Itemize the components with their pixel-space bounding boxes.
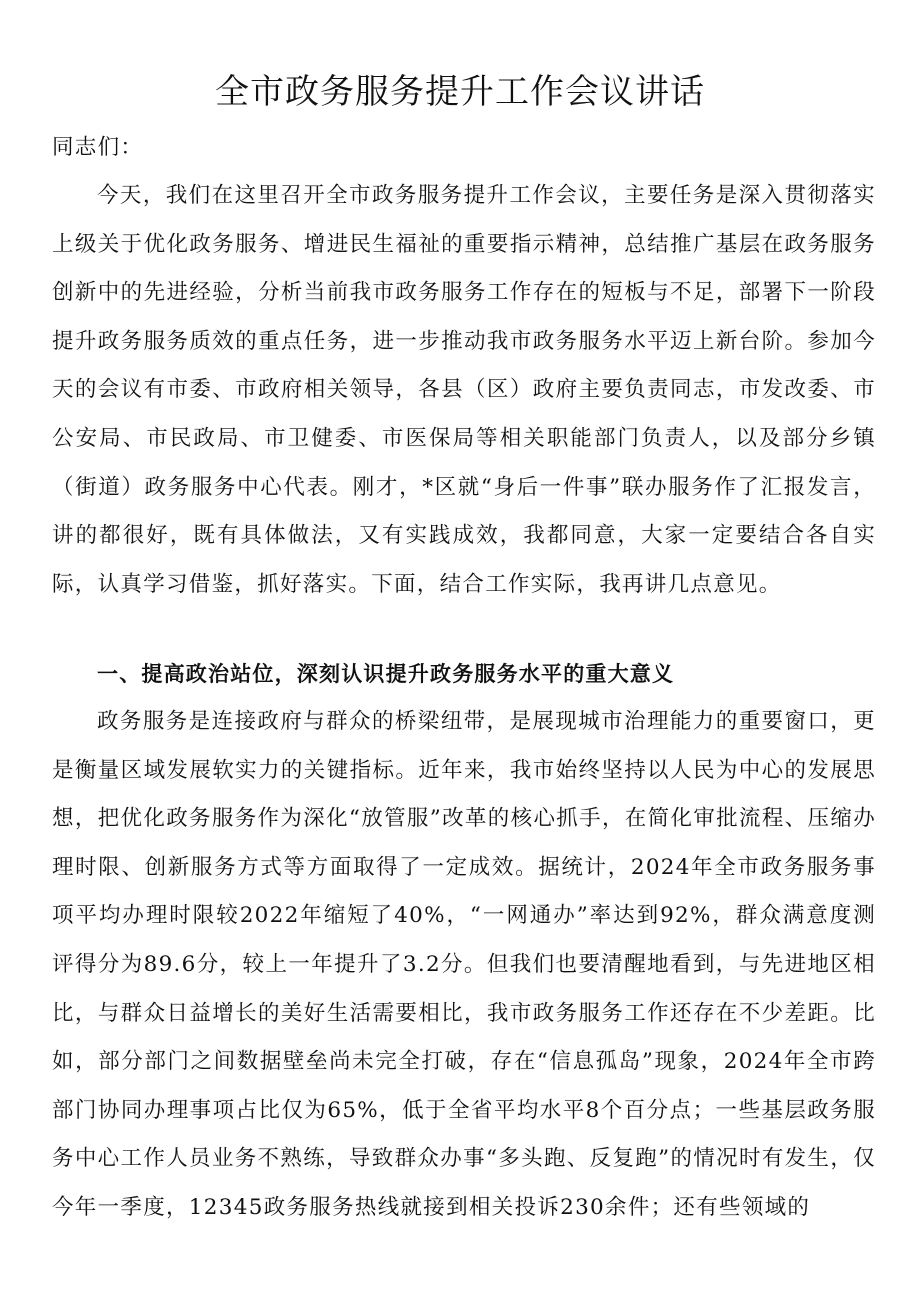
section-1-paragraph: 政务服务是连接政府与群众的桥梁纽带，是展现城市治理能力的重要窗口，更是衡量区域发展软实力的关键指标。近年来，我市始终坚持以人民为中心的发展思想，把优化政务服务作为深化“放管服”改革的核心抓手，在简化审批流程、压缩办理时限、创新服务方式等方面取得了一定成效。据统计，2024年全市政务服务事项平均办理时限较2022年缩短了40%，“一网通办”率达到92%，群众满意度测评得分为89.6分，较上一年提升了3.2分。但我们也要清醒地看到，与先进地区相比，与群众日益增长的美好生活需要相比，我市政务服务工作还存在不少差距。比如，部分部门之间数据壁垒尚未完全打破，存在“信息孤岛”现象，2024年全市跨部门协同办理事项占比仅为65%，低于全省平均水平8个百分点；一些基层政务服务中心工作人员业务不熟练，导致群众办事“多头跑、反复跑”的情况时有发生，仅今年一季度，12345政务服务热线就接到相关投诉230余件；还有些领域的 — [52, 709, 876, 1220]
section-heading-1: 一、提高政治站位，深刻认识提升政务服务水平的重大意义 — [97, 662, 675, 686]
salutation: 同志们： — [52, 135, 144, 160]
document-title: 全市政务服务提升工作会议讲话 — [215, 72, 705, 112]
opening-paragraph: 今天，我们在这里召开全市政务服务提升工作会议，主要任务是深入贯彻落实上级关于优化政务服务、增进民生福祉的重要指示精神，总结推广基层在政务服务创新中的先进经验，分析当前我市政务服务工作存在的短板与不足，部署下一阶段提升政务服务质效的重点任务，进一步推动我市政务服务水平迈上新台阶。参加今天的会议有市委、市政府相关领导，各县（区）政府主要负责同志，市发改委、市公安局、市民政局、市卫健委、市医保局等相关职能部门负责人，以及部分乡镇（街道）政务服务中心代表。刚才，*区就“身后一件事”联办服务作了汇报发言，讲的都很好，既有具体做法，又有实践成效，我都同意，大家一定要结合各自实际，认真学习借鉴，抓好落实。下面，结合工作实际，我再讲几点意见。 — [52, 183, 876, 597]
